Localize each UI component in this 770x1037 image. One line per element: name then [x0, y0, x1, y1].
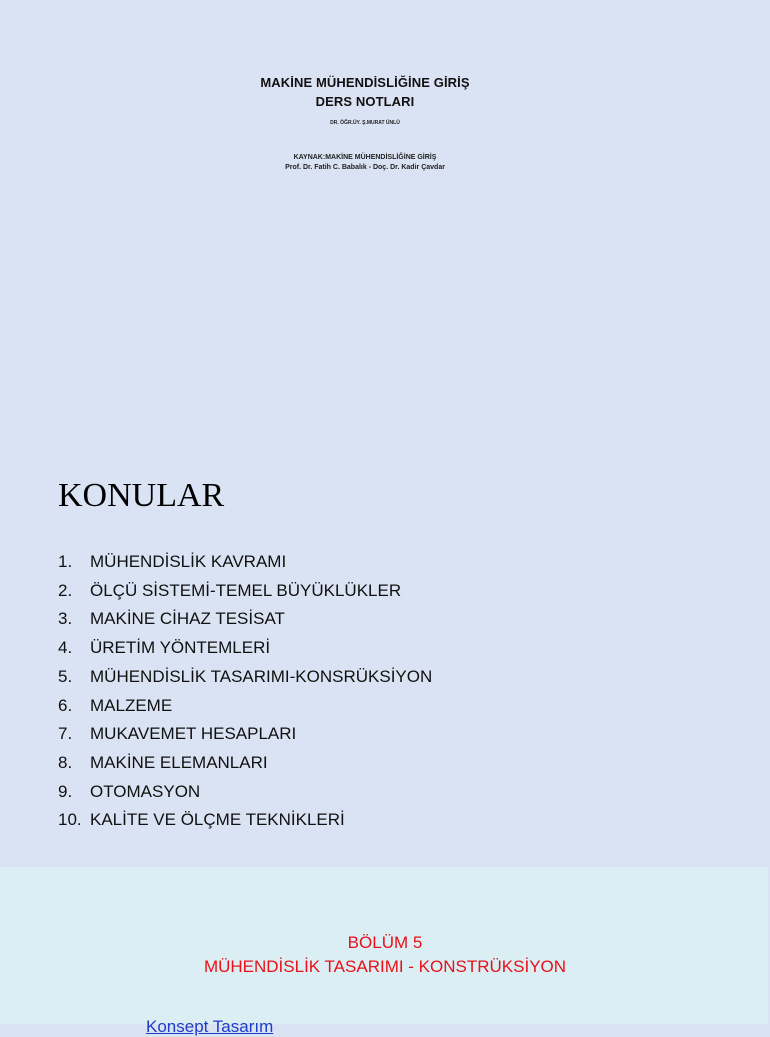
chapter-number: BÖLÜM 5: [347, 933, 423, 952]
topic-text: MÜHENDİSLİK KAVRAMI: [90, 552, 287, 571]
chapter-title: [0, 931, 770, 979]
title-line-1: MAKİNE MÜHENDİSLİĞİNE GİRİŞ: [260, 75, 470, 90]
topic-item: [58, 749, 432, 778]
slide-title: [0, 0, 768, 437]
topic-number: 10.: [58, 810, 82, 830]
topic-number: 6.: [58, 695, 73, 715]
source-line-1: KAYNAK:MAKİNE MÜHENDİSLİĞİNE GİRİŞ: [293, 154, 437, 161]
topic-text: ÖLÇÜ SİSTEMİ-TEMEL BÜYÜKLÜKLER: [90, 580, 402, 600]
document-title: [0, 73, 730, 111]
topic-text: MAKİNE CİHAZ TESİSAT: [90, 609, 285, 629]
topic-item: [58, 605, 432, 634]
topic-text: MÜHENDİSLİK TASARIMI-KONSRÜKSİYON: [90, 666, 433, 686]
topic-item: [58, 692, 432, 721]
concept-design-link[interactable]: Konsept Tasarım: [146, 1017, 274, 1036]
topic-text: MALZEME: [90, 695, 173, 715]
topic-text: MAKİNE ELEMANLARI: [90, 752, 268, 772]
chapter-name: MÜHENDİSLİK TASARIMI - KONSTRÜKSİYON: [203, 957, 567, 976]
source-line-2: Prof. Dr. Fatih C. Babalık - Doç. Dr. Kadir Çavdar: [285, 164, 445, 171]
title-line-2: DERS NOTLARI: [315, 94, 415, 109]
topic-item: [58, 720, 432, 749]
topic-number: 4.: [58, 638, 73, 658]
topic-item: [58, 577, 432, 606]
topic-item: [58, 634, 432, 663]
topic-text: KALİTE VE ÖLÇME TEKNİKLERİ: [90, 810, 345, 830]
topic-number: 9.: [58, 781, 73, 801]
topic-text: MUKAVEMET HESAPLARI: [90, 724, 297, 744]
topics-heading: KONULAR: [58, 477, 225, 514]
source-block: [0, 153, 730, 173]
slide-chapter-5: [0, 867, 768, 1036]
topic-item: [58, 806, 432, 835]
topic-number: 2.: [58, 580, 73, 600]
topic-number: 1.: [58, 552, 73, 571]
topic-number: 5.: [58, 666, 73, 686]
topic-item: [58, 548, 432, 577]
topic-item: [58, 663, 432, 692]
topic-text: OTOMASYON: [90, 781, 201, 801]
topic-number: 8.: [58, 752, 73, 772]
author-line: DR. ÖĞR.ÜY. Ş.MURAT ÜNLÜ: [330, 120, 400, 126]
topic-number: 3.: [58, 609, 73, 629]
topic-list: [58, 548, 432, 835]
topic-number: 7.: [58, 724, 73, 744]
topic-item: [58, 778, 432, 807]
slide-topics: [0, 437, 768, 867]
topic-text: ÜRETİM YÖNTEMLERİ: [90, 638, 271, 658]
